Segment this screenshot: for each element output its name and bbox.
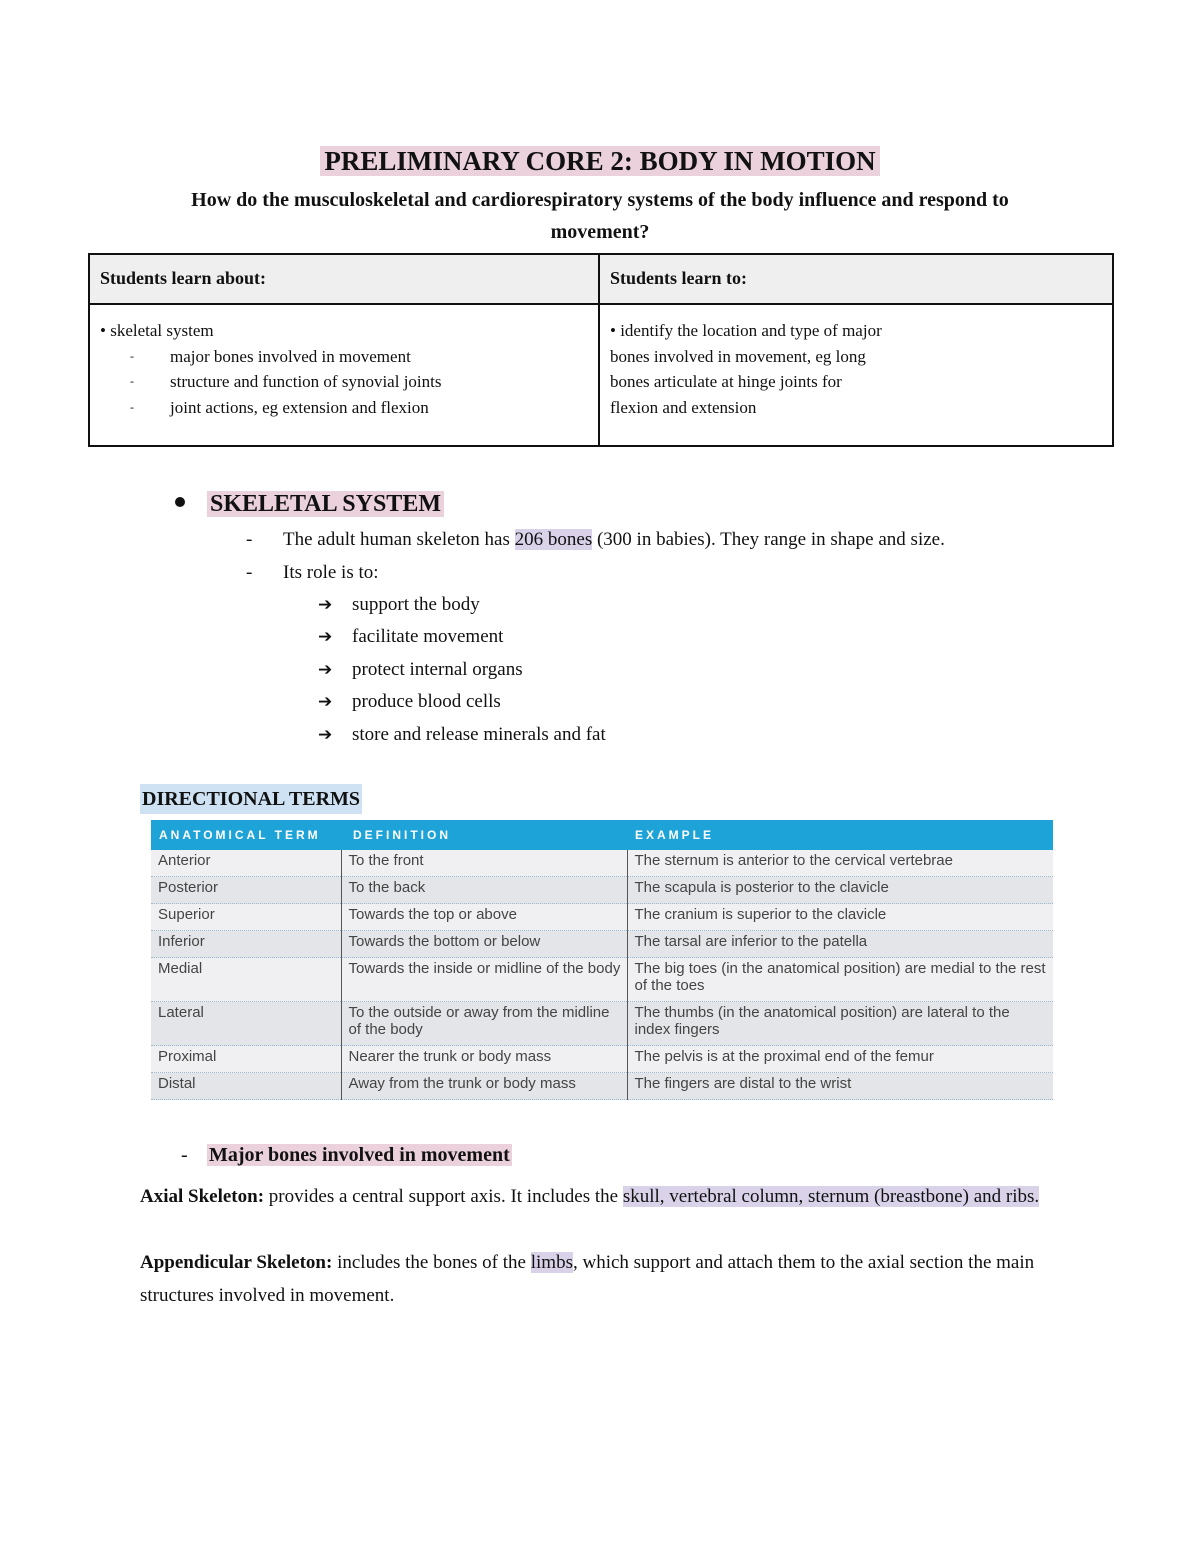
table-row	[151, 1002, 1053, 1046]
page-title-text: PRELIMINARY CORE 2: BODY IN MOTION	[320, 146, 879, 176]
role-item: ➔ facilitate movement	[318, 624, 503, 650]
axial-skeleton-label: Axial Skeleton:	[140, 1186, 265, 1207]
learn-about-sub-item: - joint actions, eg extension and flexion	[100, 395, 441, 421]
learn-to-content	[610, 318, 882, 420]
arrow-right-icon: ➔	[318, 692, 333, 712]
term-cell: Lateral	[151, 1002, 341, 1046]
appendicular-skeleton-paragraph: Appendicular Skeleton: includes the bones of the limbs, which support and attach them to the axial section the main structures involved in movement.	[140, 1252, 1035, 1306]
table-row	[151, 1046, 1053, 1073]
column-header: EXAMPLE	[627, 820, 1053, 850]
table-row	[151, 931, 1053, 958]
learn-to-line: flexion and extension	[610, 397, 757, 417]
role-item: ➔ produce blood cells	[318, 689, 501, 715]
table-row	[151, 958, 1053, 1002]
page-title	[0, 143, 1200, 179]
dash-icon: -	[246, 562, 253, 583]
bullet-icon	[175, 497, 185, 507]
role-item: ➔ protect internal organs	[318, 657, 523, 683]
learn-about-main-item: • skeletal system	[100, 321, 214, 340]
definition-cell: Towards the bottom or below	[341, 931, 627, 958]
highlight-206-bones: 206 bones	[514, 529, 593, 550]
example-cell: The big toes (in the anatomical position) are medial to the rest of the toes	[627, 958, 1053, 1002]
definition-cell: Towards the inside or midline of the body	[341, 958, 627, 1002]
example-cell: The tarsal are inferior to the patella	[627, 931, 1053, 958]
table-row	[151, 850, 1053, 877]
column-header: ANATOMICAL TERM	[151, 820, 341, 850]
dash-icon: -	[181, 1144, 188, 1166]
axial-highlight: skull, vertebral column, sternum (breastbone) and ribs.	[622, 1186, 1040, 1207]
learn-to-line: bones articulate at hinge joints for	[610, 372, 842, 391]
learn-to-line: bones involved in movement, eg long	[610, 346, 866, 366]
example-cell: The thumbs (in the anatomical position) are lateral to the index fingers	[627, 1002, 1053, 1046]
table-row	[151, 877, 1053, 904]
definition-cell: To the back	[341, 877, 627, 904]
learn-to-header: Students learn to:	[610, 268, 748, 288]
role-item: ➔ support the body	[318, 592, 480, 618]
learn-about-sub-item: - structure and function of synovial joints	[100, 369, 441, 395]
learn-about-sub-item: - major bones involved in movement	[100, 344, 441, 370]
definition-cell: To the outside or away from the midline of the body	[341, 1002, 627, 1046]
major-bones-heading-text: Major bones involved in movement	[209, 1144, 510, 1166]
role-item: ➔ store and release minerals and fat	[318, 722, 606, 748]
arrow-right-icon: ➔	[318, 725, 333, 745]
table-row	[151, 904, 1053, 931]
definition-cell: To the front	[341, 850, 627, 877]
column-header: DEFINITION	[341, 820, 627, 850]
directional-terms-table	[151, 820, 1053, 1100]
example-cell: The fingers are distal to the wrist	[627, 1073, 1053, 1100]
terms-header-row	[151, 820, 1053, 850]
example-cell: The scapula is posterior to the clavicle	[627, 877, 1053, 904]
term-cell: Distal	[151, 1073, 341, 1100]
appendicular-skeleton-label: Appendicular Skeleton:	[140, 1252, 333, 1273]
skeleton-role-intro: - Its role is to:	[246, 560, 379, 586]
term-cell: Posterior	[151, 877, 341, 904]
arrow-right-icon: ➔	[318, 627, 333, 647]
syllabus-column-divider	[598, 255, 600, 445]
directional-terms-heading: DIRECTIONAL TERMS	[140, 784, 362, 814]
skeletal-system-heading-text: SKELETAL SYSTEM	[207, 491, 444, 517]
table-row	[151, 1073, 1053, 1100]
term-cell: Medial	[151, 958, 341, 1002]
term-cell: Inferior	[151, 931, 341, 958]
example-cell: The cranium is superior to the clavicle	[627, 904, 1053, 931]
term-cell: Anterior	[151, 850, 341, 877]
definition-cell: Nearer the trunk or body mass	[341, 1046, 627, 1073]
learn-to-line: • identify the location and type of major	[610, 321, 882, 340]
term-cell: Proximal	[151, 1046, 341, 1073]
skeleton-fact-line: - The adult human skeleton has 206 bones (300 in babies). They range in shape and size.	[246, 527, 945, 553]
example-cell: The sternum is anterior to the cervical vertebrae	[627, 850, 1053, 877]
limbs-highlight: limbs	[530, 1252, 573, 1273]
arrow-right-icon: ➔	[318, 660, 333, 680]
term-cell: Superior	[151, 904, 341, 931]
learn-about-header: Students learn about:	[100, 268, 267, 288]
example-cell: The pelvis is at the proximal end of the femur	[627, 1046, 1053, 1073]
skeletal-system-heading	[175, 486, 444, 522]
dash-icon: -	[246, 529, 253, 550]
definition-cell: Away from the trunk or body mass	[341, 1073, 627, 1100]
syllabus-table	[88, 253, 1114, 447]
inquiry-question: How do the musculoskeletal and cardiorespiratory systems of the body influence and respond to movement?	[191, 189, 1009, 243]
learn-about-content	[100, 318, 441, 420]
definition-cell: Towards the top or above	[341, 904, 627, 931]
arrow-right-icon: ➔	[318, 595, 333, 615]
major-bones-heading	[175, 1139, 512, 1171]
axial-skeleton-paragraph: Axial Skeleton: provides a central support axis. It includes the skull, vertebral column, sternum (breastbone) and ribs.	[140, 1186, 1040, 1207]
